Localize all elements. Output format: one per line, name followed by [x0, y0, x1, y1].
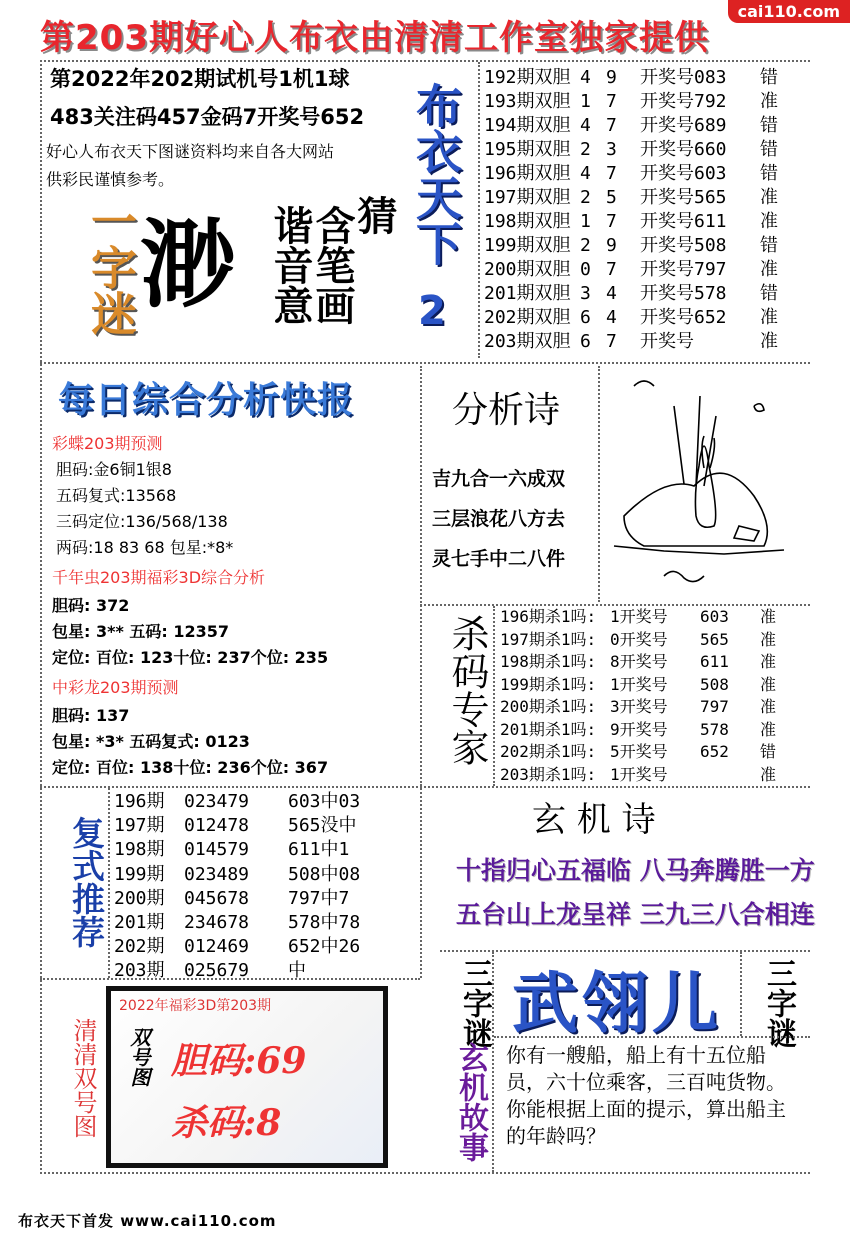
mark-cell: 准 — [760, 652, 777, 671]
kill-cell: 1开奖号 — [610, 674, 668, 694]
riddle-hint-col1: 谐音意 — [267, 205, 313, 325]
kill-cell: 3开奖号 — [610, 697, 668, 716]
digit-cell: 3 — [606, 139, 617, 160]
compound-label: 复式推荐 — [67, 816, 106, 948]
zhongcailong-line2: 包星: *3* 五码复式: 0123 — [52, 732, 250, 751]
period-cell: 202期双胆 — [484, 307, 571, 328]
period-cell: 199期杀1吗: — [500, 674, 597, 694]
period-cell: 196期杀1吗: — [500, 607, 597, 626]
digit-cell: 7 — [606, 163, 617, 184]
digit-cell: 7 — [606, 211, 617, 232]
trial-note1: 好心人布衣天下图谜资料均来自各大网站 — [46, 142, 335, 161]
period-cell: 195期双胆 — [484, 139, 571, 160]
poem-title: 分析诗 — [452, 390, 561, 431]
divider — [40, 362, 810, 364]
qiannianchong-line1: 胆码: 372 — [52, 596, 130, 615]
zhongcailong-line1: 胆码: 137 — [52, 706, 130, 725]
double-guts-row — [484, 210, 778, 234]
shuanghao-label: 清清双号图 — [69, 1018, 97, 1138]
numbers-cell: 234678 — [184, 912, 250, 934]
kill-row — [500, 719, 776, 742]
digit-cell: 4 — [606, 283, 617, 304]
brand-name: 布衣天下 — [409, 82, 463, 266]
mark-cell: 准 — [760, 607, 777, 626]
period-cell: 197期双胆 — [484, 187, 571, 208]
kill-table — [500, 606, 776, 786]
compound-row — [114, 814, 360, 838]
result-cell: 开奖号611 — [640, 211, 727, 232]
mark-cell: 准 — [760, 187, 778, 208]
brand-number: 2 — [418, 288, 446, 334]
mark-cell: 准 — [760, 697, 777, 716]
divider — [108, 788, 110, 978]
compound-row — [114, 838, 360, 862]
footer-text: 布衣天下首发 www.cai110.com — [18, 1212, 277, 1230]
digit-cell: 6 — [580, 331, 591, 352]
result-cell: 开奖号652 — [640, 307, 727, 328]
zhongcailong-heading: 中彩龙203期预测 — [52, 678, 179, 697]
riddle-label: 一字迷 — [84, 198, 138, 336]
mark-cell: 准 — [760, 91, 778, 112]
divider — [40, 60, 810, 62]
digit-cell: 9 — [606, 67, 617, 88]
kill-row — [500, 674, 776, 697]
shuanghao-dan: 胆码:69 — [171, 1040, 307, 1082]
kill-row — [500, 651, 776, 674]
period-cell: 200期 — [114, 887, 165, 909]
result-cell: 603 — [700, 607, 729, 626]
result-cell: 611 — [700, 652, 729, 671]
caidie-line4: 两码:18 83 68 包星:*8* — [56, 538, 234, 557]
poem-line1: 吉九合一六成双 — [432, 468, 566, 490]
result-cell: 开奖号083 — [640, 67, 727, 88]
divider — [494, 1036, 810, 1038]
double-guts-table — [484, 66, 778, 354]
digit-cell: 4 — [580, 67, 591, 88]
result-cell: 578 — [700, 719, 729, 739]
digit-cell: 1 — [580, 211, 591, 232]
rabbit-sketch-image — [604, 366, 800, 602]
kill-label: 杀码专家 — [445, 614, 489, 766]
double-guts-row — [484, 258, 778, 282]
period-cell: 199期双胆 — [484, 235, 571, 256]
period-cell: 196期双胆 — [484, 163, 571, 184]
result-cell: 开奖号565 — [640, 187, 727, 208]
period-cell: 196期 — [114, 791, 165, 812]
qiannianchong-line2: 包星: 3** 五码: 12357 — [52, 622, 230, 641]
poem-line3: 灵七手中二八件 — [432, 548, 566, 570]
mark-cell: 错 — [760, 67, 778, 88]
digit-cell: 7 — [606, 115, 617, 136]
double-guts-row — [484, 66, 778, 90]
caidie-line2: 五码复式:13568 — [56, 486, 177, 505]
mark-cell: 错 — [760, 742, 777, 761]
trial-line2: 483关注码457金码7开奖号652 — [50, 105, 365, 129]
digit-cell: 7 — [606, 259, 617, 280]
period-cell: 200期双胆 — [484, 259, 571, 280]
digit-cell: 2 — [580, 139, 591, 160]
riddle-hint-col2: 含笔画 — [309, 205, 355, 325]
digit-cell: 2 — [580, 187, 591, 208]
result-cell: 611中1 — [288, 839, 350, 861]
divider — [420, 788, 422, 978]
numbers-cell: 023489 — [184, 863, 250, 885]
page-title: 第203期好心人布衣由清清工作室独家提供 — [40, 18, 709, 58]
digit-cell: 7 — [606, 331, 617, 352]
mark-cell: 错 — [760, 235, 778, 256]
mark-cell: 准 — [760, 307, 778, 328]
kill-cell: 1开奖号 — [610, 764, 668, 784]
period-cell: 200期杀1吗: — [500, 697, 597, 716]
xuanji-line1: 十指归心五福临 八马奔腾胜一方 — [456, 856, 815, 885]
story-label: 玄机故事 — [453, 1042, 488, 1162]
result-cell: 开奖号 — [640, 331, 694, 352]
digit-cell: 7 — [606, 91, 617, 112]
kill-row — [500, 741, 776, 764]
three-char-answer: 武翎儿 — [512, 965, 722, 1042]
result-cell: 开奖号797 — [640, 259, 727, 280]
divider — [40, 786, 810, 788]
result-cell: 603中03 — [288, 791, 361, 812]
site-badge[interactable]: cai110.com — [728, 0, 850, 23]
kill-cell: 5开奖号 — [610, 742, 668, 761]
result-cell: 797 — [700, 697, 729, 716]
compound-row — [114, 911, 360, 935]
numbers-cell: 012469 — [184, 936, 250, 958]
result-cell: 565 — [700, 629, 729, 649]
daily-report-title: 每日综合分析快报 — [58, 380, 355, 421]
digit-cell: 6 — [580, 307, 591, 328]
numbers-cell: 025679 — [184, 960, 250, 982]
double-guts-row — [484, 114, 778, 138]
period-cell: 203期 — [114, 960, 165, 982]
compound-row — [114, 863, 360, 887]
result-cell: 565没中 — [288, 815, 357, 837]
period-cell: 197期 — [114, 815, 165, 837]
period-cell: 202期杀1吗: — [500, 742, 597, 761]
zhongcailong-line3: 定位: 百位: 138十位: 236个位: 367 — [52, 758, 329, 777]
qiannianchong-line3: 定位: 百位: 123十位: 237个位: 235 — [52, 648, 329, 667]
double-guts-row — [484, 330, 778, 354]
result-cell: 652 — [700, 742, 729, 761]
mark-cell: 错 — [760, 139, 778, 160]
trial-note2: 供彩民谨慎参考。 — [46, 170, 175, 189]
double-guts-row — [484, 186, 778, 210]
mark-cell: 准 — [760, 331, 778, 352]
divider — [478, 62, 480, 358]
caidie-heading: 彩蝶203期预测 — [52, 434, 163, 453]
mark-cell: 准 — [760, 629, 777, 649]
period-cell: 199期 — [114, 863, 165, 885]
shuanghao-heading: 2022年福彩3D第203期 — [119, 998, 272, 1014]
period-cell: 198期双胆 — [484, 211, 571, 232]
numbers-cell: 023479 — [184, 791, 250, 812]
riddle-character: 渺 — [140, 209, 236, 321]
period-cell: 194期双胆 — [484, 115, 571, 136]
result-cell: 508 — [700, 674, 729, 694]
double-guts-row — [484, 138, 778, 162]
riddle-hint-col3: 猜 — [351, 195, 397, 235]
period-cell: 201期杀1吗: — [500, 719, 597, 739]
numbers-cell: 045678 — [184, 887, 250, 909]
divider — [493, 606, 495, 786]
result-cell: 开奖号578 — [640, 283, 727, 304]
mark-cell: 准 — [760, 764, 777, 784]
result-cell: 开奖号689 — [640, 115, 727, 136]
compound-row — [114, 887, 360, 911]
double-guts-row — [484, 90, 778, 114]
digit-cell: 3 — [580, 283, 591, 304]
kill-cell: 1开奖号 — [610, 607, 668, 626]
mark-cell: 准 — [760, 719, 777, 739]
three-char-label-left: 三字谜 — [457, 958, 492, 1048]
digit-cell: 4 — [606, 307, 617, 328]
mark-cell: 准 — [760, 211, 778, 232]
numbers-cell: 012478 — [184, 815, 250, 837]
mark-cell: 准 — [760, 674, 777, 694]
mark-cell: 准 — [760, 259, 778, 280]
kill-row — [500, 764, 776, 787]
digit-cell: 4 — [580, 163, 591, 184]
mark-cell: 错 — [760, 115, 778, 136]
result-cell: 开奖号660 — [640, 139, 727, 160]
period-cell: 192期双胆 — [484, 67, 571, 88]
numbers-cell: 014579 — [184, 839, 250, 861]
digit-cell: 0 — [580, 259, 591, 280]
shuanghao-side-label: 双号图 — [127, 1027, 151, 1087]
result-cell: 508中08 — [288, 863, 361, 885]
period-cell: 203期双胆 — [484, 331, 571, 352]
period-cell: 193期双胆 — [484, 91, 571, 112]
digit-cell: 2 — [580, 235, 591, 256]
divider — [40, 60, 42, 1170]
kill-row — [500, 696, 776, 719]
story-text: 你有一艘船，船上有十五位船员，六十位乘客，三百吨货物。你能根据上面的提示，算出船主的年龄吗？ — [506, 1043, 786, 1148]
digit-cell: 9 — [606, 235, 617, 256]
double-guts-row — [484, 162, 778, 186]
divider — [40, 978, 420, 980]
digit-cell: 4 — [580, 115, 591, 136]
divider — [40, 1172, 810, 1174]
result-cell: 开奖号792 — [640, 91, 727, 112]
shuanghao-sha: 杀码:8 — [171, 1102, 282, 1144]
period-cell: 203期杀1吗: — [500, 764, 597, 784]
digit-cell: 5 — [606, 187, 617, 208]
kill-row — [500, 606, 776, 629]
period-cell: 202期 — [114, 936, 165, 958]
double-guts-row — [484, 306, 778, 330]
period-cell: 198期 — [114, 839, 165, 861]
period-cell: 201期 — [114, 912, 165, 934]
compound-row — [114, 790, 360, 814]
result-cell: 开奖号603 — [640, 163, 727, 184]
shuanghao-panel — [106, 986, 388, 1168]
kill-cell: 8开奖号 — [610, 652, 668, 671]
result-cell: 578中78 — [288, 912, 361, 934]
xuanji-title: 玄 机 诗 — [532, 800, 656, 840]
result-cell: 652中26 — [288, 936, 361, 958]
trial-line1: 第2022年202期试机号1机1球 — [50, 67, 350, 91]
divider — [598, 366, 600, 602]
compound-row — [114, 935, 360, 959]
compound-table — [114, 790, 360, 984]
period-cell: 201期双胆 — [484, 283, 571, 304]
double-guts-row — [484, 234, 778, 258]
divider — [420, 366, 422, 786]
caidie-line1: 胆码:金6铜1银8 — [56, 460, 172, 479]
result-cell: 开奖号508 — [640, 235, 727, 256]
result-cell: 中 — [288, 960, 306, 982]
result-cell: 797中7 — [288, 887, 350, 909]
kill-row — [500, 629, 776, 652]
three-char-label-right: 三字谜 — [761, 958, 796, 1048]
mark-cell: 错 — [760, 163, 778, 184]
divider — [740, 952, 742, 1036]
double-guts-row — [484, 282, 778, 306]
period-cell: 197期杀1吗: — [500, 629, 597, 649]
digit-cell: 1 — [580, 91, 591, 112]
qiannianchong-heading: 千年虫203期福彩3D综合分析 — [52, 568, 266, 587]
poem-line2: 三层浪花八方去 — [432, 508, 566, 530]
kill-cell: 0开奖号 — [610, 629, 668, 649]
kill-cell: 9开奖号 — [610, 719, 668, 739]
period-cell: 198期杀1吗: — [500, 652, 597, 671]
mark-cell: 错 — [760, 283, 778, 304]
divider — [492, 952, 494, 1172]
xuanji-line2: 五台山上龙呈祥 三九三八合相连 — [456, 900, 815, 929]
caidie-line3: 三码定位:136/568/138 — [56, 512, 228, 531]
